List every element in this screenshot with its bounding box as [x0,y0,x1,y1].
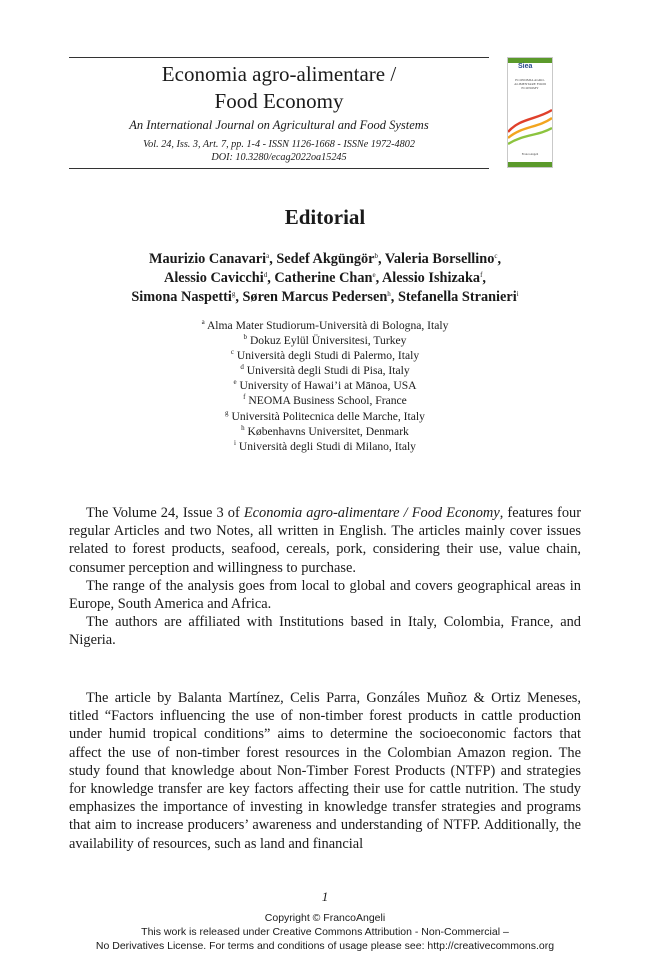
affiliation-item: $^c$ Università degli Studi di Palermo, Italy [230,348,420,363]
author-affiliation-mark: a [266,252,270,260]
journal-volume-issn: Vol. 24, Iss. 3, Art. 7, pp. 1-4 - ISSN 1126-1668 - ISSNe 1972-4802 [143,139,415,150]
affiliation-list [60,318,590,454]
article-heading: Editorial [284,205,366,229]
affiliation-item: $^f$ NEOMA Business School, France [243,393,407,408]
author-name: Alessio Cavicchi [164,270,264,286]
body-paragraph: The authors are affiliated with Institutions based in Italy, Colombia, France, and Nigeria. [69,614,581,649]
author-name: Simona Naspetti [131,289,232,305]
page-number: 1 [321,889,329,904]
intro-paragraphs [69,504,581,650]
cover-publisher: FrancoAngeli [521,152,539,156]
header-top-rule [69,57,489,58]
author-affiliation-mark: b [374,252,378,260]
affiliation-item: $^a$ Alma Mater Studiorum-Università di Bologna, Italy [201,318,449,332]
license-line: This work is released under Creative Commons Attribution - Non-Commercial – [141,926,509,938]
author-name: Søren Marcus Pedersen [242,289,388,305]
author-affiliation-mark: h [387,290,391,298]
author-affiliation-mark: e [372,271,376,279]
cover-title: ECONOMIA AGRO-ALIMENTARE FOOD ECONOMY [514,78,546,90]
body-paragraph: The range of the analysis goes from local to global and covers geographical areas in Europe, South America and Africa. [69,577,581,613]
cover-logo: Siea [518,63,533,70]
journal-doi: DOI: 10.3280/ecag2022oa15245 [211,152,347,163]
affiliation-item: $^b$ Dokuz Eylül Üniversitesi, Turkey [243,333,407,348]
author-list: Maurizio Canavari$^a$, Sedef Akgüngör$^b$, Valeria Borsellino$^c$, Alessio Cavicchi$^d$, Catherine Chan$^e$, Alessio Ishizaka$^f$, Simona Naspetti$^g$, Søren Marcus Pedersen$^h$, Stefanella Stranieri$^i$ [131,251,519,305]
body-paragraph: The article by Balanta Martínez, Celis Parra, Gonzáles Muñoz & Ortiz Meneses, titled “Factors influencing the use of non-timber forest products in cattle production under humid tropical conditions” aims to determine the socioeconomic factors that affect the use of non-timber forest resources in the Colombian Amazon region. The study found that knowledge about Non-Timber Forest Products (NTFP) and strategies for knowledge transfer are key factors affecting their use for cattle nutrition. The study emphasizes the importance of investing in knowledge transfer strategies and programs that aim to increase producers’ awareness and understanding of NTFP. Additionally, the availability of resources, such as land and financial [69,690,581,852]
author-affiliation-mark: g [231,290,236,298]
header-bottom-rule [69,168,489,169]
author-affiliation-mark: f [480,271,483,279]
cover-wave-graphic [508,98,552,158]
affiliation-item: $^h$ Københavns Universitet, Denmark [241,423,409,438]
copyright-line: Copyright © FrancoAngeli [264,912,386,924]
affiliation-item: $^e$ University of Hawai’i at Mānoa, USA [233,378,417,393]
author-affiliation-mark: d [263,271,268,279]
journal-title-line1: Economia agro-alimentare / [161,62,397,86]
license-line: No Derivatives License. For terms and conditions of usage please see: http://creativecommons.org [95,940,555,952]
author-name: Alessio Ishizaka [381,270,481,286]
author-name: Valeria Borsellino [384,251,495,267]
affiliation-item: $^d$ Università degli Studi di Pisa, Italy [240,363,410,378]
author-name: Catherine Chan [274,270,373,286]
affiliation-item: $^g$ Università Politecnica delle Marche, Italy [225,408,425,423]
license-footer [0,911,650,953]
affiliation-item: $^i$ Università degli Studi di Milano, Italy [234,438,416,453]
cover-bottom-band [508,162,552,167]
journal-name-italic: Economia agro-alimentare / Food Economy [243,505,500,521]
author-affiliation-mark: c [494,252,498,260]
journal-subtitle: An International Journal on Agricultural and Food Systems [129,118,429,132]
author-name: Sedef Akgüngör [276,251,375,267]
body-paragraph: The Volume 24, Issue 3 of Economia agro-alimentare / Food Economy, features four regular Articles and two Notes, all written in English. The articles mainly cover issues related to forest products, seafood, cereals, pork, considering their use, value chain, consumer perception and willingness to purchase. [69,505,581,576]
journal-title-line2: Food Economy [214,89,344,113]
author-name: Maurizio Canavari [148,251,267,267]
article-summary-paragraph [69,689,581,853]
journal-cover-thumbnail [507,57,553,168]
author-affiliation-mark: i [516,290,519,298]
author-name: Stefanella Stranieri [397,289,517,305]
